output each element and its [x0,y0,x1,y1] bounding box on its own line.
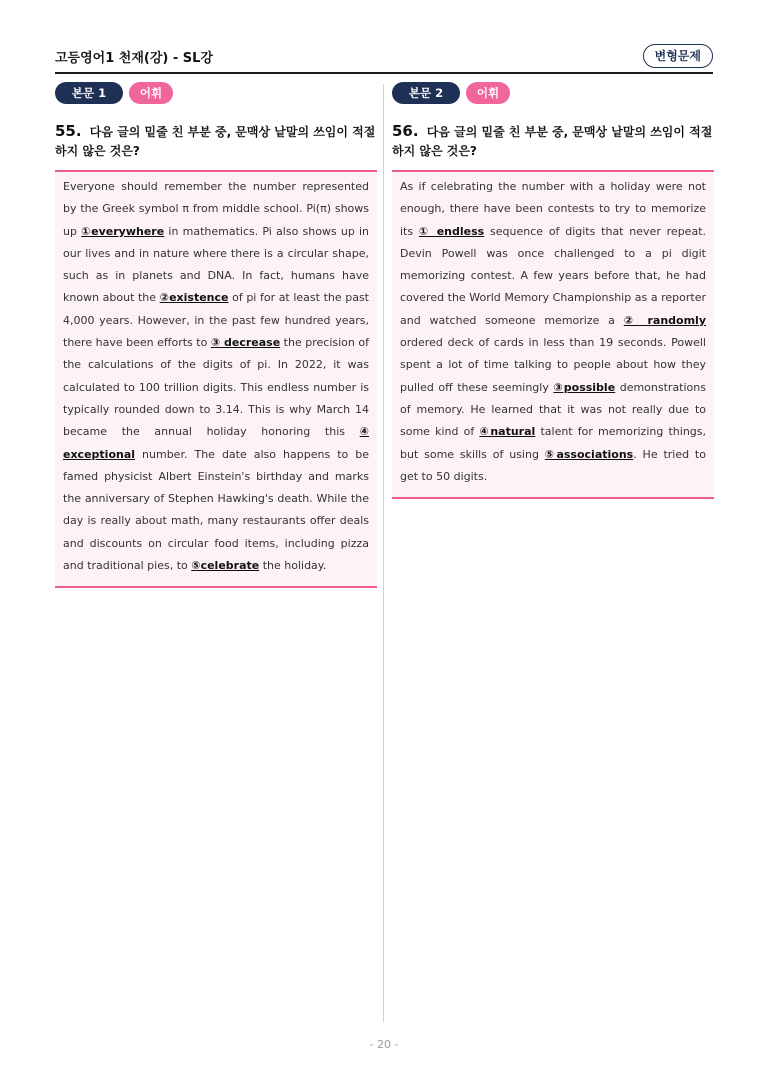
column-divider [383,84,384,1022]
underlined-word: ③possible [553,380,616,394]
page-number: - 20 - [369,1038,399,1051]
passage-segment: demonstrations of memory. He learned that it was not really due to some kind of [400,380,706,439]
question-number: 55. [55,122,82,140]
passage-box [55,172,377,588]
underlined-word: ① endless [418,224,485,238]
passage-segment: talent for memorizing things, but some skills of using [400,425,707,461]
passage-tag: 본문 2 [392,82,460,104]
question-number: 56. [392,122,419,140]
question-column-55 [55,82,377,588]
header-rule [55,72,713,74]
passage-segment: ordered deck of cards in less than 19 seconds. Powell spent a lot of time talking to people about how they pulled off these seemingly [400,336,706,394]
passage-segment: Everyone should remember the number represented by the Greek symbol π from middle school. Pi(π) shows up [63,180,369,238]
passage-segment: the precision of the calculations of the digits of pi. In 2022, it was calculated to 100 trillion digits. This endless number is typically rounded down to 3.14. This is why March 14 became the annual holiday honoring this [63,336,369,439]
passage-segment: the holiday. [259,559,327,573]
category-tag: 어휘 [466,82,510,104]
underlined-word: ⑤associations [544,447,634,461]
passage-box [392,172,714,499]
category-tag: 어휘 [129,82,173,104]
underlined-word: ④natural [479,425,536,439]
question-heading [392,122,714,161]
underlined-word: ②existence [159,291,229,305]
passage-segment: sequence of digits that never repeat. Devin Powell was once challenged to a pi digit memorizing contest. A few years before that, he had covered the World Memory Championship as a reporter and watched someone memorize a [400,224,706,327]
underlined-word: ①everywhere [81,224,165,238]
question-heading [55,122,377,161]
tag-row [55,82,377,106]
question-column-56 [392,82,714,499]
question-text: 다음 글의 밑줄 친 부분 중, 문맥상 낱말의 쓰임이 적절하지 않은 것은? [55,125,376,158]
question-text: 다음 글의 밑줄 친 부분 중, 문맥상 낱말의 쓰임이 적절하지 않은 것은? [392,125,713,158]
tag-row [392,82,714,106]
passage-segment: number. The date also happens to be famed physicist Albert Einstein's birthday and marks the anniversary of Stephen Hawking's death. While the day is really about math, many restaurants offer deals and discounts on circular food items, including pizza and traditional pies, to [63,447,369,573]
underlined-word: ③ decrease [210,336,281,350]
underlined-word: ② randomly [623,313,707,327]
passage-text [63,176,369,577]
passage-segment: of pi for at least the past 4,000 years. However, in the past few hundred years, there have been efforts to [63,291,369,350]
underlined-word: ⑤celebrate [191,559,260,573]
passage-segment: . He tried to get to 50 digits. [400,447,706,483]
passage-text [400,176,706,488]
passage-tag: 본문 1 [55,82,123,104]
underlined-word: ④ exceptional [63,425,369,461]
variant-badge: 변형문제 [643,44,713,68]
page-title: 고등영어1 천재(강) - SL강 [55,51,214,66]
passage-segment: As if celebrating the number with a holiday were not enough, there have been contests to try to memorize its [400,180,706,238]
passage-segment: in mathematics. Pi also shows up in our lives and in nature where there is a circular shape, such as in planets and DNA. In fact, humans have known about the [63,224,370,305]
